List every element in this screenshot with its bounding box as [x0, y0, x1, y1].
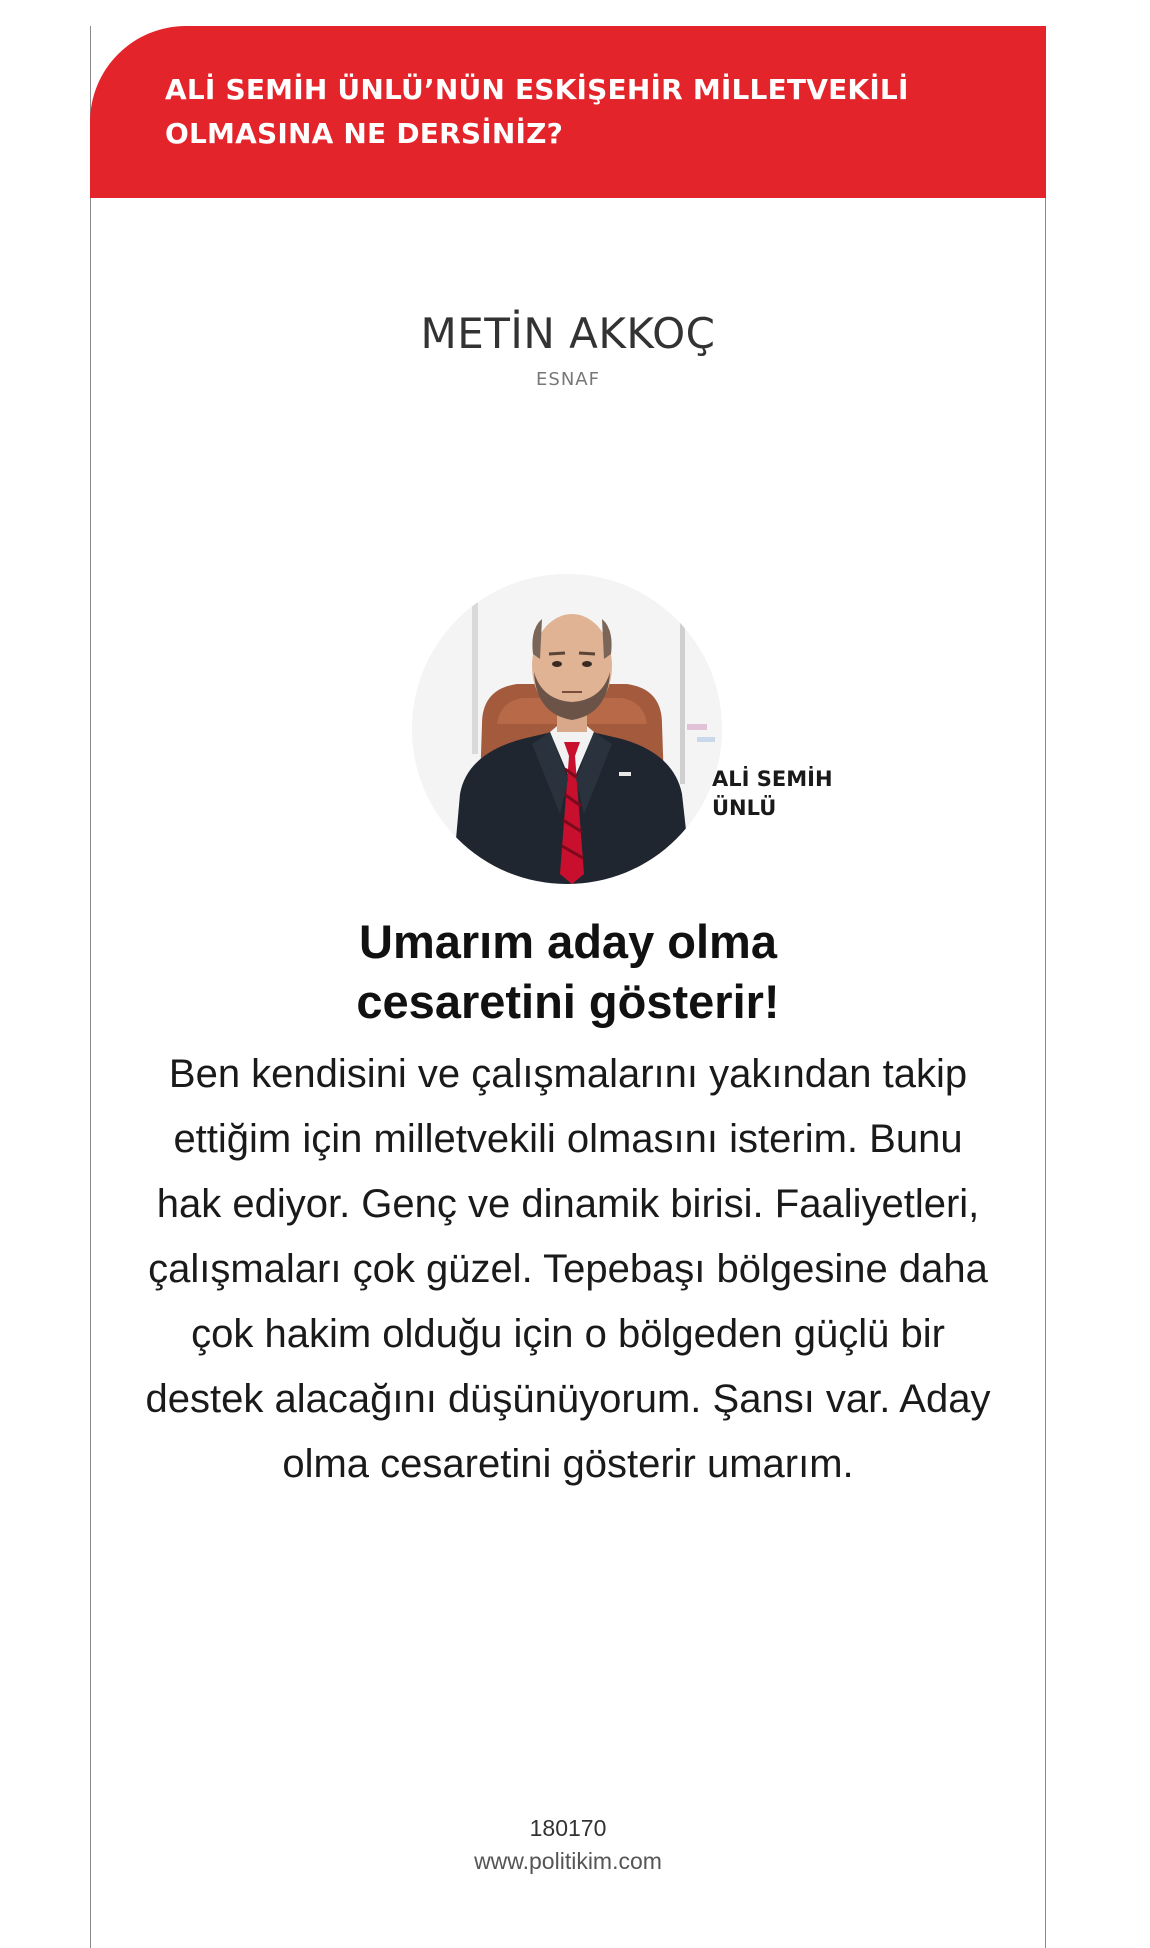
header-title: ALİ SEMİH ÜNLÜ’NÜN ESKİŞEHİR MİLLETVEKİLİ OLMASINA NE DERSİNİZ? — [165, 73, 909, 150]
quote-body: Ben kendisini ve çalışmalarını yakından takip ettiğim için milletvekili olmasını isterim. Bunu hak ediyor. Genç ve dinamik birisi. Faaliyetleri, çalışmaları çok güzel. Tepebaşı bölgesine daha çok hakim olduğu için o bölgeden güçlü bir destek alacağını düşünüyorum. Şansı var. Aday olma cesaretini gösterir umarım. — [145, 1052, 991, 1486]
photo-caption — [712, 765, 837, 823]
respondent-role: ESNAF — [536, 369, 600, 390]
portrait-photo — [412, 574, 722, 884]
respondent-name: METİN AKKOÇ — [420, 309, 716, 358]
quote-headline-text: Umarım aday olma cesaretini gösterir! — [356, 915, 780, 1028]
footer-url[interactable]: www.politikim.com — [474, 1848, 662, 1874]
footer-code: 180170 — [529, 1815, 607, 1841]
photo-caption-text: ALİ SEMİH ÜNLÜ — [712, 767, 833, 820]
quote-headline — [90, 912, 1046, 1032]
